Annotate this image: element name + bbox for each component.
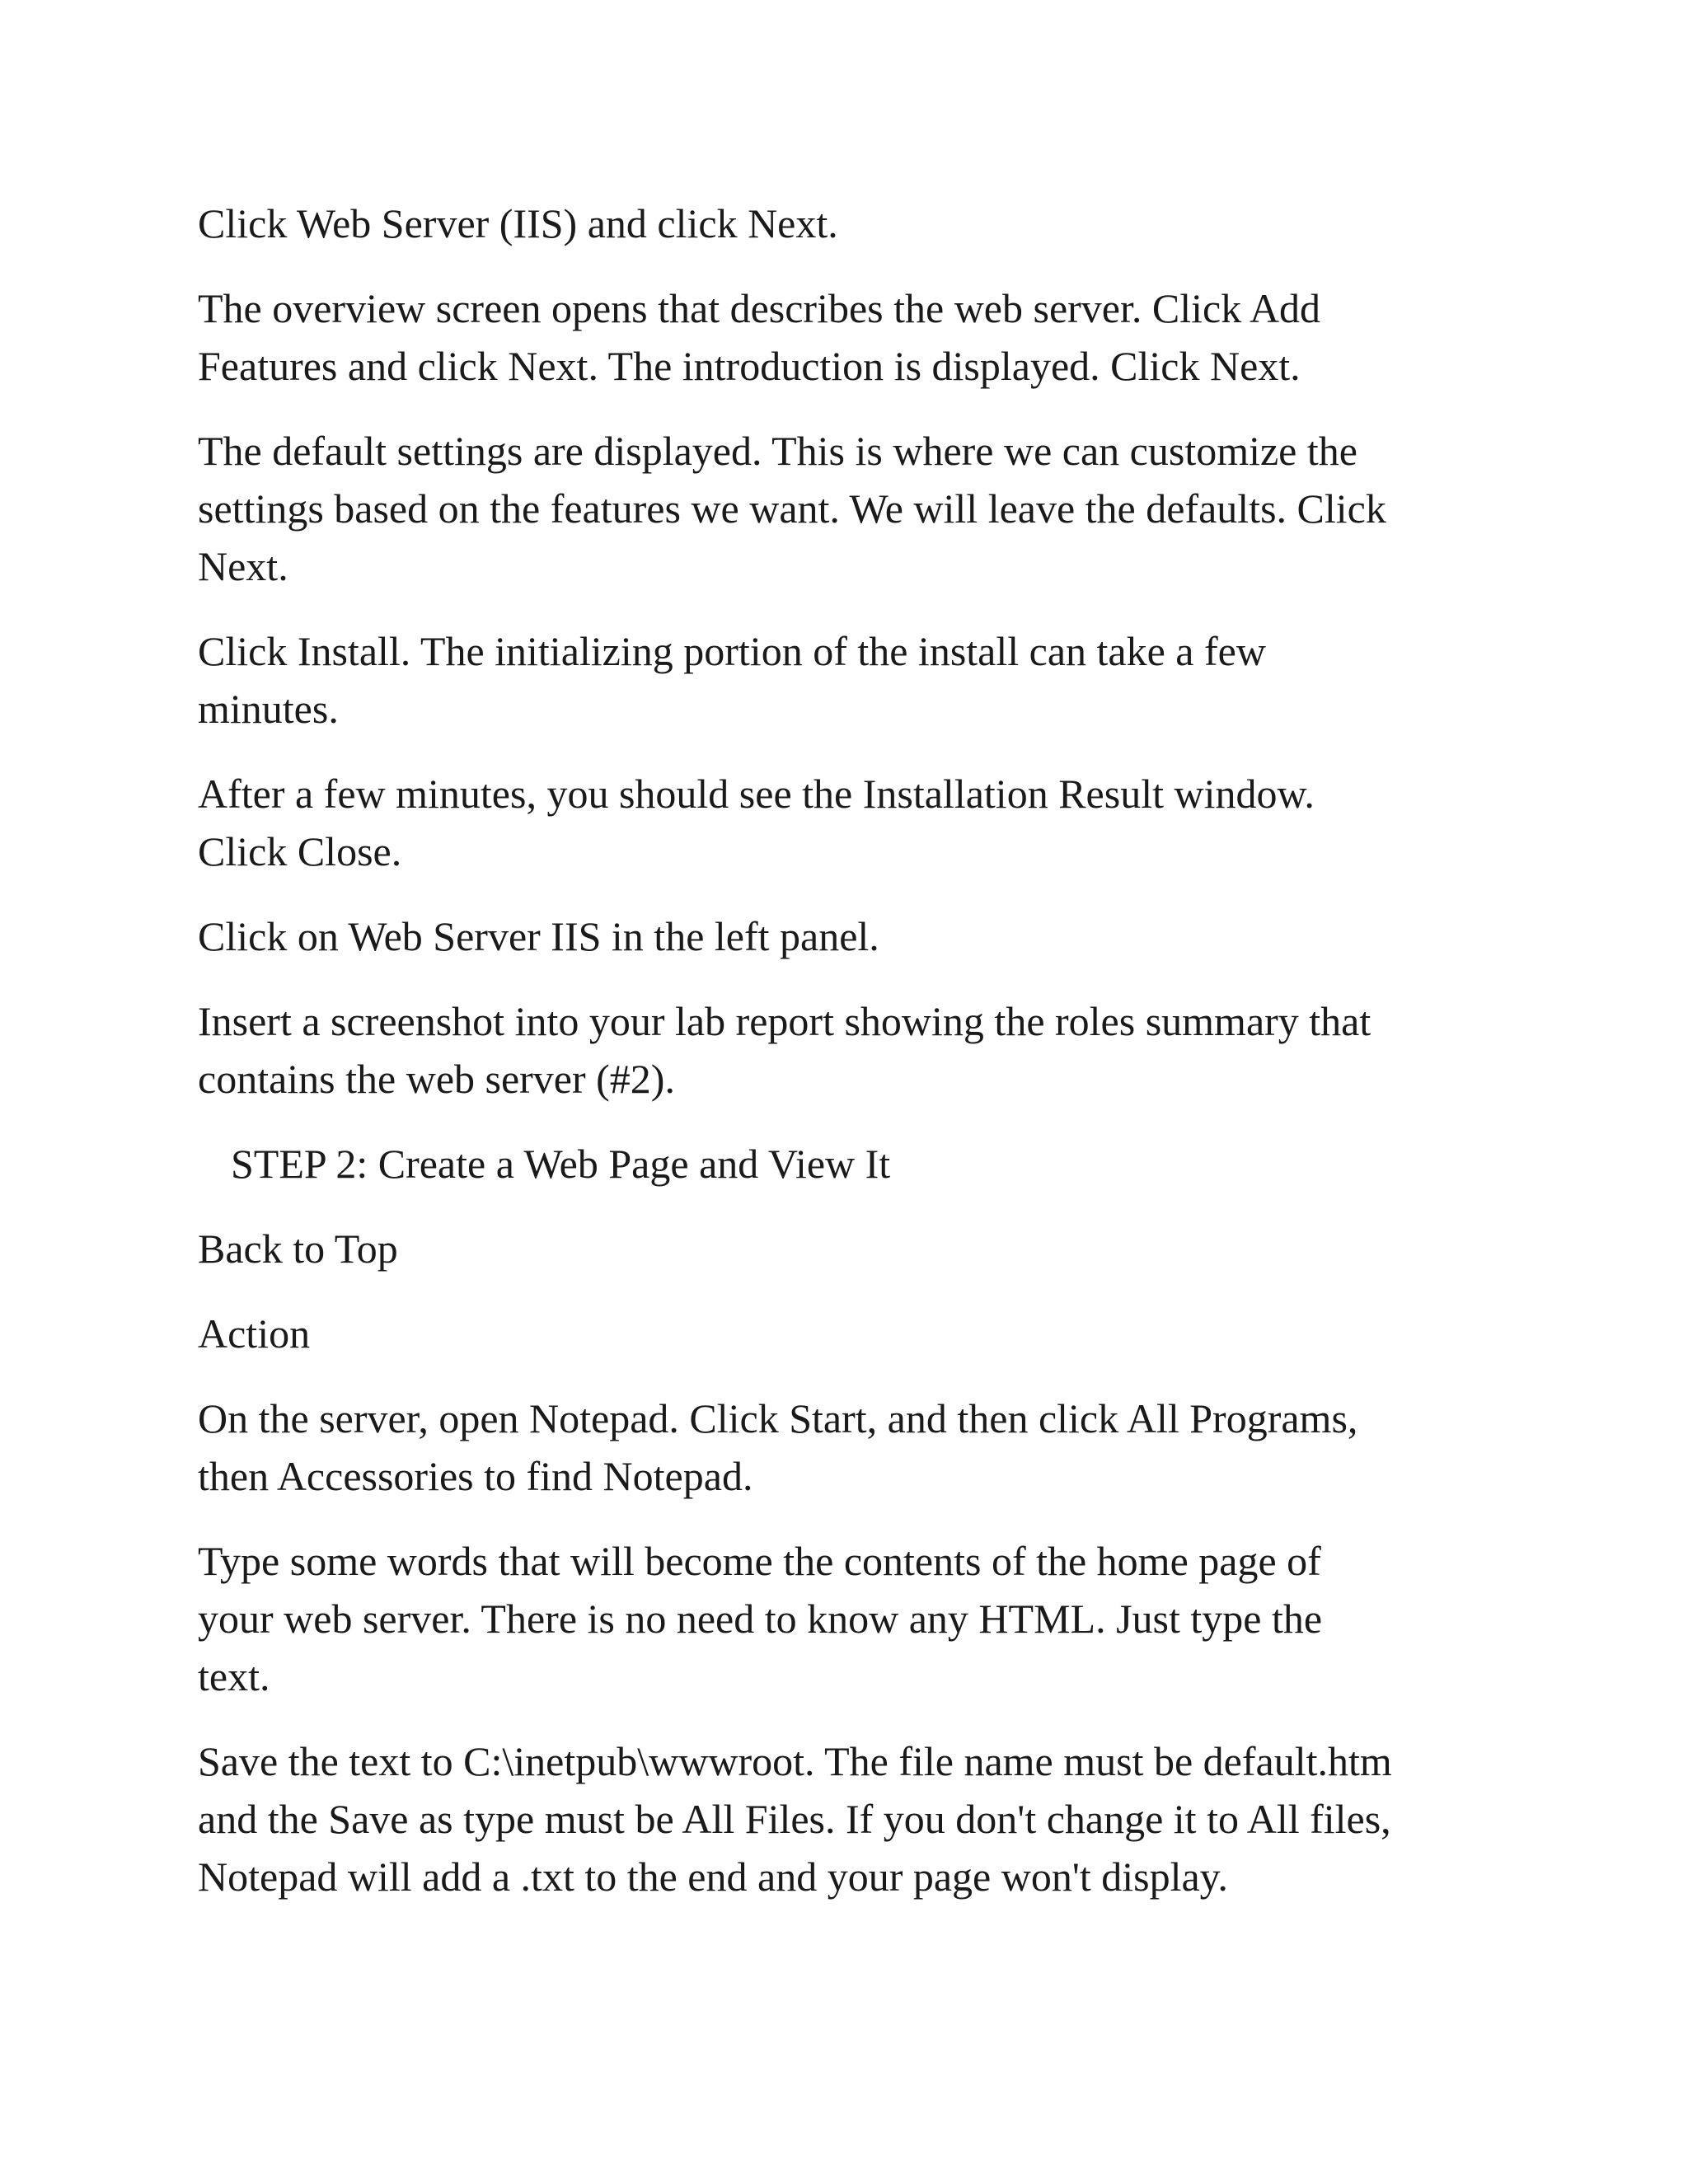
line: Save the text to C:\inetpub\wwwroot. The file name must be default.htm <box>198 1738 1392 1784</box>
paragraph-overview-screen <box>198 279 1533 395</box>
line: minutes. <box>198 686 339 732</box>
line: Click Close. <box>198 828 402 874</box>
line: Notepad will add a .txt to the end and your page won't display. <box>198 1854 1228 1900</box>
line: After a few minutes, you should see the Installation Result window. <box>198 771 1315 817</box>
paragraph-left-panel <box>198 907 1533 965</box>
paragraph-open-notepad <box>198 1390 1533 1505</box>
line: text. <box>198 1653 270 1699</box>
document-body <box>198 194 1533 1933</box>
line: settings based on the features we want. We will leave the defaults. Click <box>198 485 1386 532</box>
line: then Accessories to find Notepad. <box>198 1453 753 1499</box>
step-2-heading <box>198 1135 1533 1193</box>
paragraph-installation-result <box>198 765 1533 880</box>
line: Features and click Next. The introduction is displayed. Click Next. <box>198 343 1301 389</box>
paragraph-type-words <box>198 1532 1533 1705</box>
paragraph-select-web-server <box>198 194 1533 252</box>
line: The default settings are displayed. This is where we can customize the <box>198 428 1357 474</box>
line: Back to Top <box>198 1226 398 1272</box>
paragraph-save-text <box>198 1732 1533 1905</box>
paragraph-click-install <box>198 622 1533 738</box>
action-label <box>198 1305 1533 1362</box>
line: Type some words that will become the contents of the home page of <box>198 1538 1321 1584</box>
line: your web server. There is no need to know any HTML. Just type the <box>198 1596 1323 1642</box>
line: The overview screen opens that describes the web server. Click Add <box>198 285 1321 331</box>
line: Next. <box>198 543 288 589</box>
paragraph-insert-screenshot <box>198 992 1533 1108</box>
paragraph-default-settings <box>198 422 1533 595</box>
line: STEP 2: Create a Web Page and View It <box>231 1141 891 1187</box>
line: Click on Web Server IIS in the left panel. <box>198 913 879 959</box>
line: Click Web Server (IIS) and click Next. <box>198 200 838 246</box>
line: and the Save as type must be All Files. If you don't change it to All files, <box>198 1796 1391 1842</box>
line: Insert a screenshot into your lab report showing the roles summary that <box>198 998 1372 1044</box>
line: Click Install. The initializing portion of the install can take a few <box>198 628 1266 674</box>
line: Action <box>198 1310 311 1357</box>
line: On the server, open Notepad. Click Start, and then click All Programs, <box>198 1395 1358 1441</box>
back-to-top-link[interactable] <box>198 1220 1533 1277</box>
line: contains the web server (#2). <box>198 1056 675 1102</box>
